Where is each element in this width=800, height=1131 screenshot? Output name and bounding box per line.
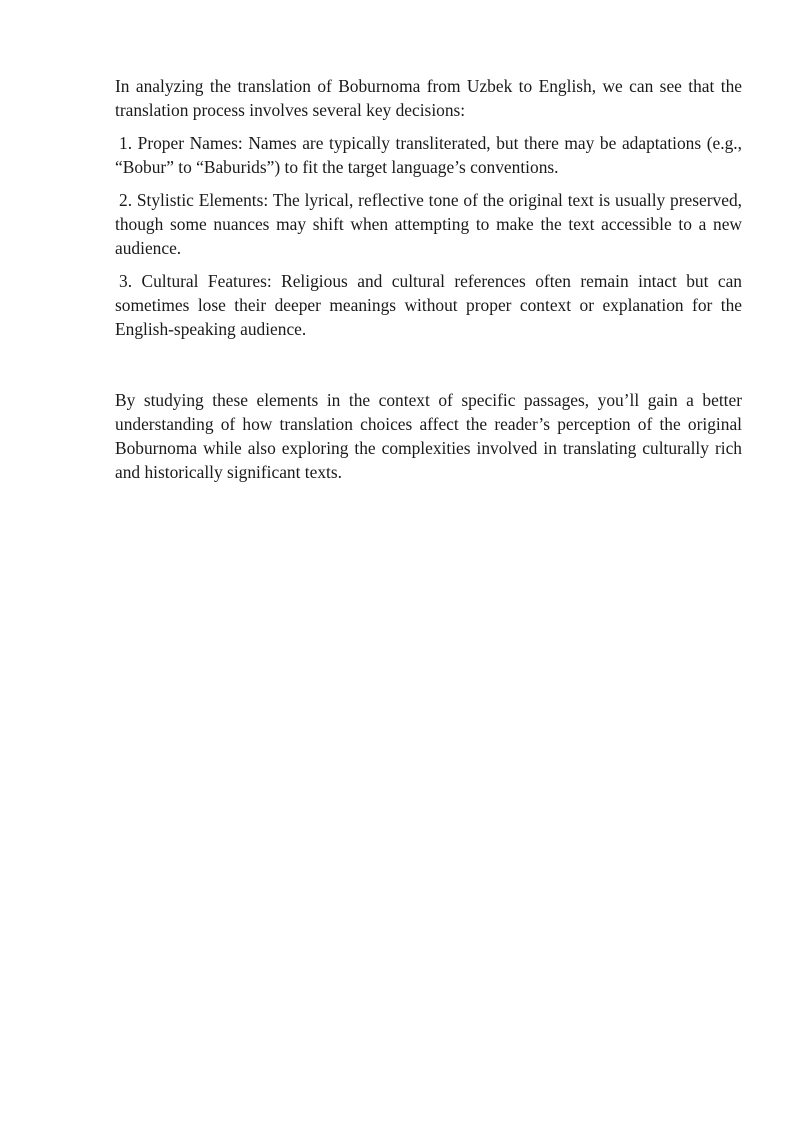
intro-paragraph: In analyzing the translation of Boburnoma from Uzbek to English, we can see that the translation process involves several key decisions: [115, 76, 742, 120]
document-page [115, 74, 742, 484]
list-item-cultural-features: 3. Cultural Features: Religious and cultural references often remain intact but can sometimes lose their deeper meanings without proper context or explanation for the English-speaking audience. [115, 271, 742, 339]
conclusion-paragraph: By studying these elements in the context of specific passages, you’ll gain a better understanding of how translation choices affect the reader’s perception of the original Boburnoma while also exploring the complexities involved in translating culturally rich and historically significant texts. [115, 390, 742, 482]
list-item-stylistic-elements: 2. Stylistic Elements: The lyrical, reflective tone of the original text is usually preserved, though some nuances may shift when attempting to make the text accessible to a new audience. [115, 190, 742, 258]
list-item-proper-names: 1. Proper Names: Names are typically transliterated, but there may be adaptations (e.g., “Bobur” to “Baburids”) to fit the target language’s conventions. [115, 133, 742, 177]
